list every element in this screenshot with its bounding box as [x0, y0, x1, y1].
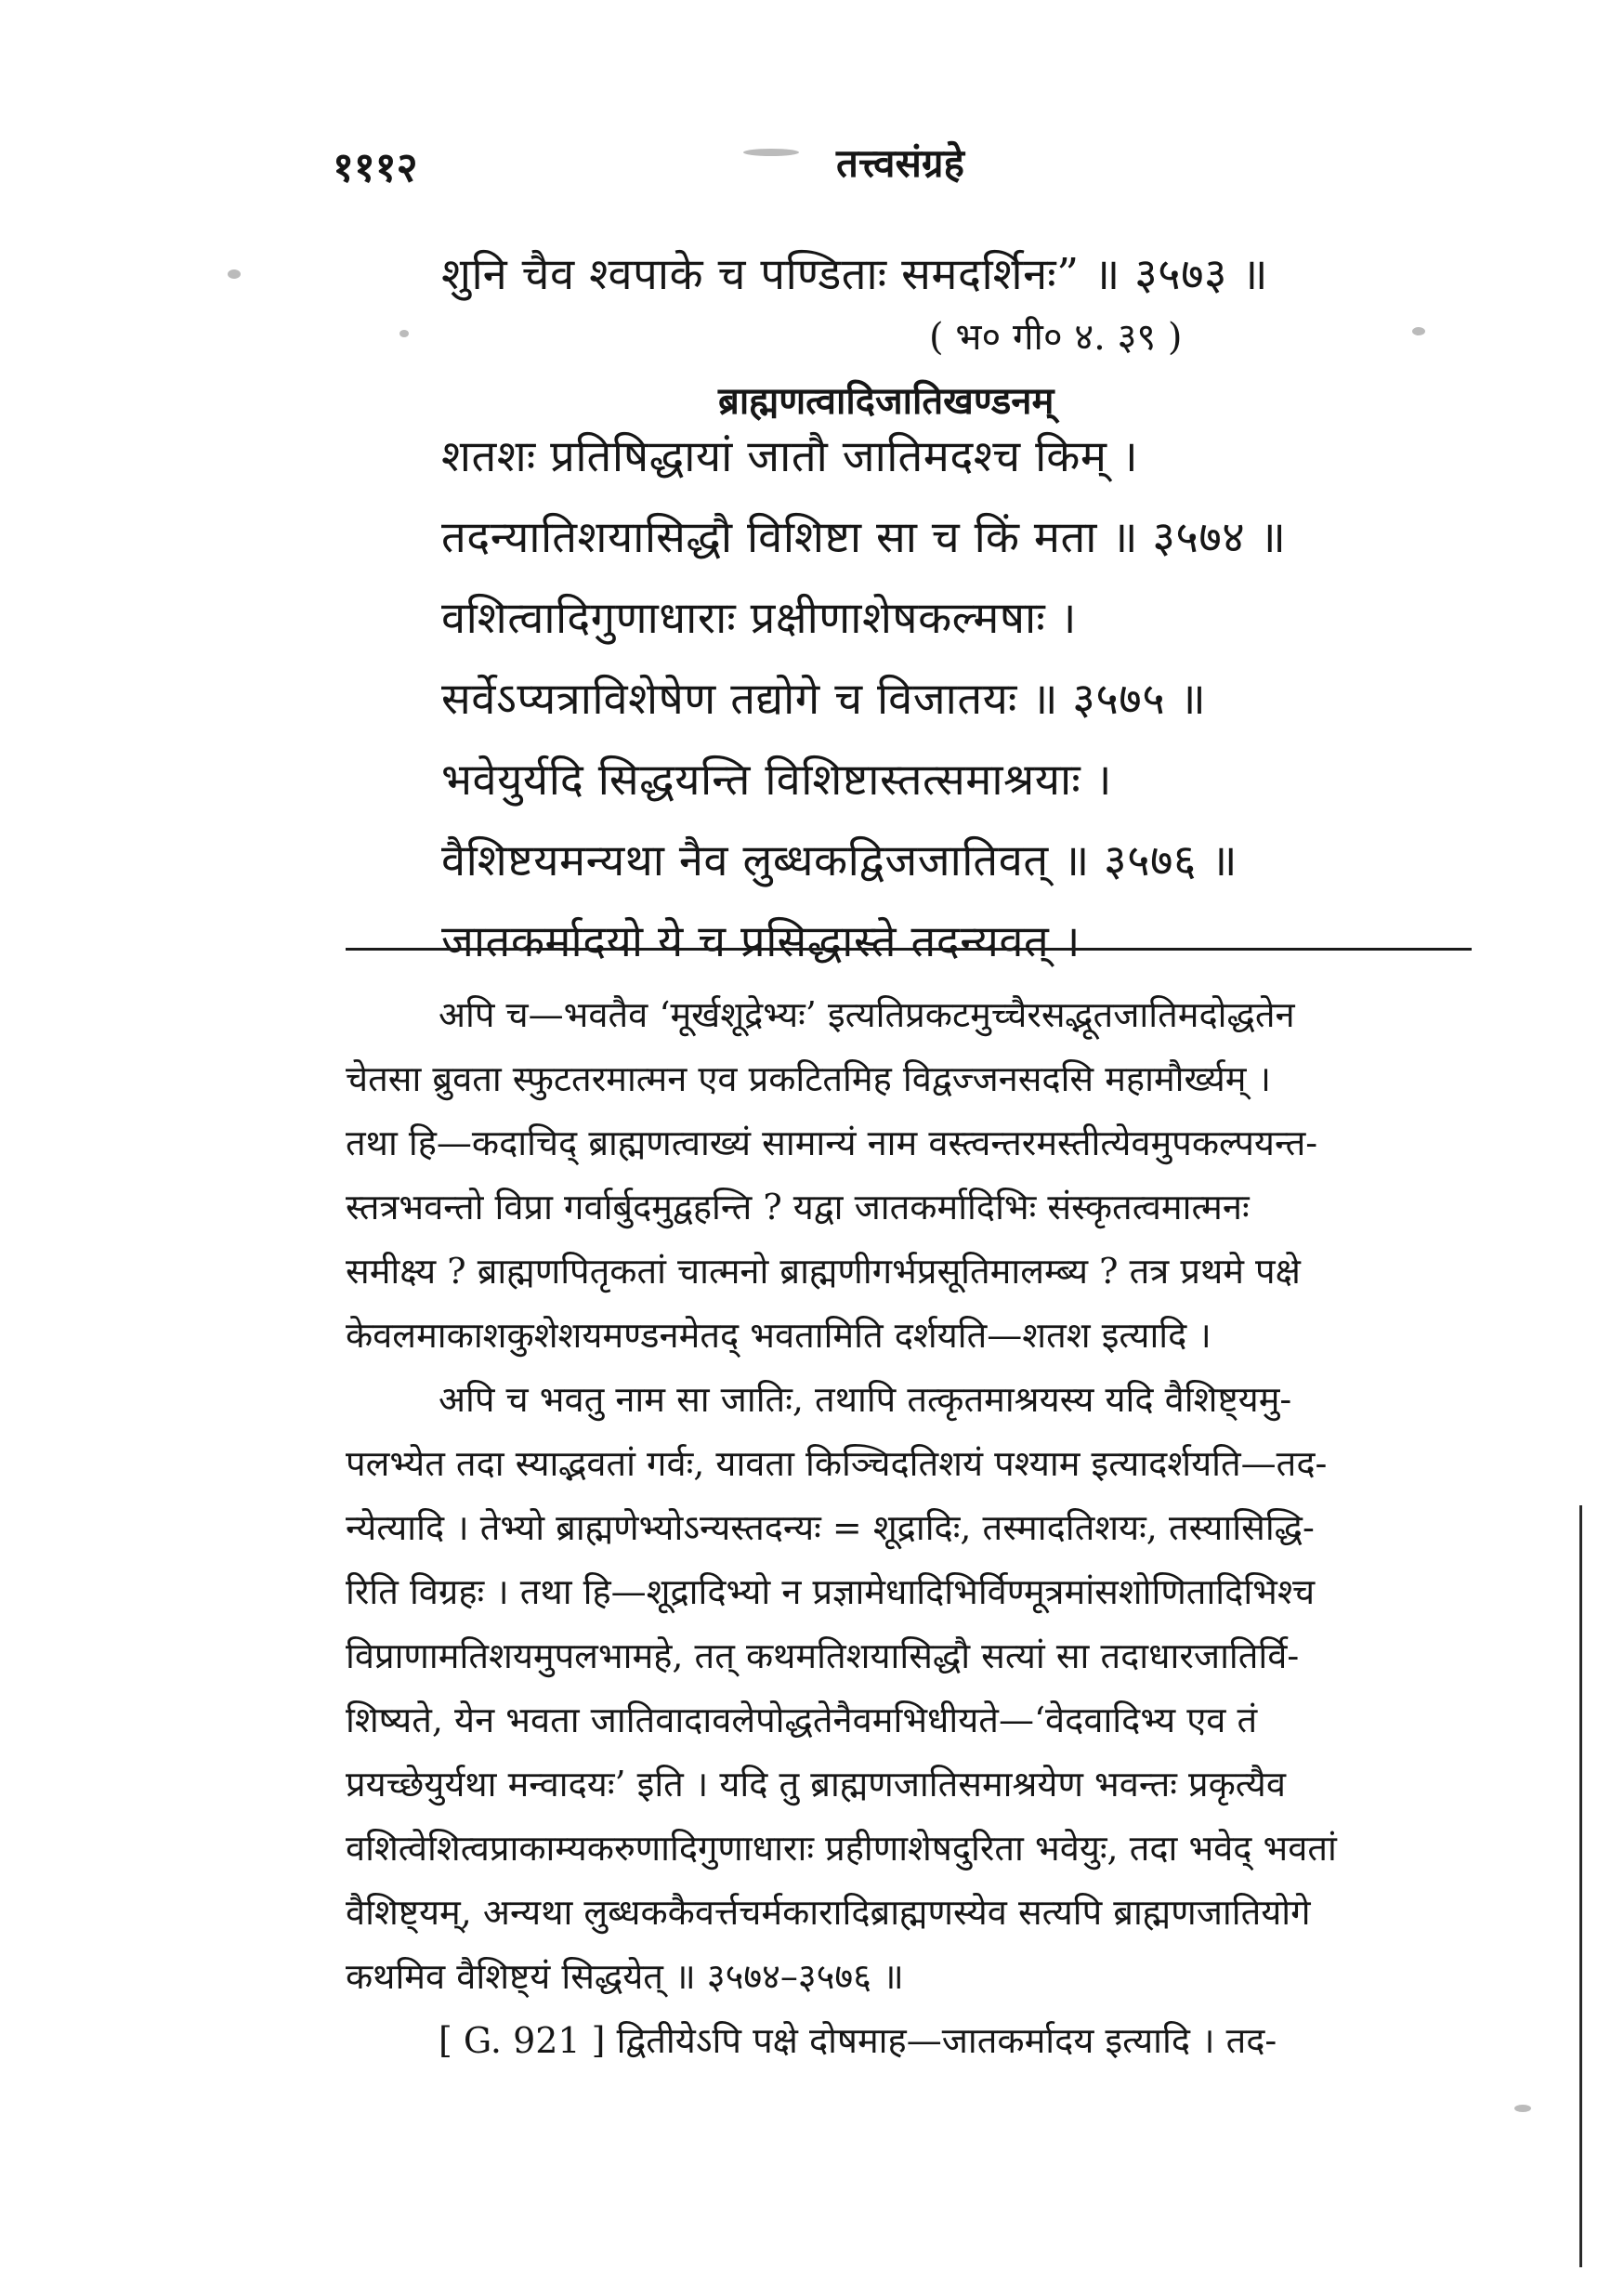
- scan-speck: [228, 269, 241, 279]
- scan-speck: [1412, 327, 1425, 335]
- commentary-line: प्रयच्छेयुर्यथा मन्वादयः’ इति । यदि तु ब्राह्मणजातिसमाश्रयेण भवन्तः प्रकृत्यैव: [346, 1764, 1286, 1805]
- commentary-line: समीक्ष्य ? ब्राह्मणपितृकतां चात्मनो ब्राह्मणीगर्भप्रसूतिमालम्ब्य ? तत्र प्रथमे पक्षे: [346, 1251, 1301, 1292]
- commentary-line: वशित्वेशित्वप्राकाम्यकरुणादिगुणाधाराः प्रहीणाशेषदुरिता भवेयुः, तदा भवेद् भवतां: [346, 1828, 1337, 1869]
- page-number: १११२: [333, 144, 418, 191]
- commentary-line: शिष्यते, येन भवता जातिवादावलेपोद्धतेनैवमभिधीयते—‘वेदवादिभ्य एव तं: [346, 1700, 1258, 1740]
- scan-speck: [1514, 2105, 1531, 2112]
- commentary-line: रिति विग्रहः । तथा हि—शूद्रादिभ्यो न प्रज्ञामेधादिभिर्विण्मूत्रमांसशोणितादिभिश्च: [346, 1571, 1316, 1612]
- commentary-line: विप्राणामतिशयमुपलभामहे, तत् कथमतिशयासिद्धौ सत्यां सा तदाधारजातिर्वि-: [346, 1635, 1300, 1676]
- commentary-line: चेतसा ब्रुवता स्फुटतरमात्मन एव प्रकटितमिह विद्वज्जनसदसि महामौर्ख्यम् ।: [346, 1058, 1271, 1099]
- verse-line: शतशः प्रतिषिद्धायां जातौ जातिमदश्च किम् ।: [441, 430, 1139, 482]
- commentary-line: स्तत्रभवन्तो विप्रा गर्वार्बुदमुद्वहन्ति ? यद्वा जातकर्मादिभिः संस्कृतत्वमात्मनः: [346, 1187, 1250, 1227]
- scan-speck: [743, 149, 799, 156]
- verse-block-top: [441, 234, 1468, 315]
- commentary-block: [346, 983, 1472, 2073]
- verse-line: शुनि चैव श्वपाके च पण्डिताः समदर्शिनः” ॥ ३५७३ ॥: [441, 248, 1269, 300]
- commentary-line: अपि च—भवतैव ‘मूर्खशूद्रेभ्यः’ इत्यतिप्रकटमुच्चैरसद्भूतजातिमदोद्धतेन: [439, 994, 1295, 1035]
- commentary-line: [ G. 921 ] द्वितीयेऽपि पक्षे दोषमाह—जातकर्मादय इत्यादि । तद-: [439, 2020, 1277, 2061]
- verse-block-main: [441, 416, 1468, 982]
- verse-line: वैशिष्टयमन्यथा नैव लुब्धकद्विजजातिवत् ॥ ३५७६ ॥: [441, 834, 1238, 886]
- commentary-line: न्येत्यादि । तेभ्यो ब्राह्मणेभ्योऽन्यस्तदन्यः = शूद्रादिः, तस्मादतिशयः, तस्यासिद्धि-: [346, 1507, 1315, 1548]
- commentary-line: पलभ्येत तदा स्याद्भवतां गर्वः, यावता किञ्चिदतिशयं पश्याम इत्यादर्शयति—तद-: [346, 1443, 1328, 1484]
- commentary-line: केवलमाकाशकुशेशयमण्डनमेतद् भवतामिति दर्शयति—शतश इत्यादि ।: [346, 1315, 1211, 1356]
- commentary-line: वैशिष्ट्यम्, अन्यथा लुब्धककैवर्त्तचर्मकारादिब्राह्मणस्येव सत्यपि ब्राह्मणजातियोगे: [346, 1892, 1311, 1933]
- commentary-line: तथा हि—कदाचिद् ब्राह्मणत्वाख्यं सामान्यं नाम वस्त्वन्तरमस्तीत्येवमुपकल्पयन्त-: [346, 1122, 1318, 1163]
- verse-line: जातकर्मादयो ये च प्रसिद्धास्ते तदन्यवत् ।: [441, 915, 1080, 967]
- verse-line: तदन्यातिशयासिद्धौ विशिष्टा सा च किं मता ॥ ३५७४ ॥: [441, 511, 1287, 563]
- verse-line: सर्वेऽप्यत्राविशेषेण तद्योगे च विजातयः ॥ ३५७५ ॥: [441, 673, 1207, 725]
- verse-line: भवेयुर्यदि सिद्धयन्ति विशिष्टास्तत्समाश्रयाः ।: [441, 754, 1112, 806]
- margin-rule: [1579, 1505, 1582, 2267]
- running-title: तत्त्वसंग्रहे: [836, 140, 964, 186]
- commentary-line: कथमिव वैशिष्ट्यं सिद्धयेत् ॥ ३५७४–३५७६ ॥: [346, 1956, 904, 1997]
- source-reference: ( भ० गी० ४. ३९ ): [929, 316, 1183, 359]
- separator-rule: [346, 948, 1472, 951]
- section-heading: ब्राह्मणत्वादिजातिखण्डनम्: [718, 379, 1054, 423]
- verse-line: वशित्वादिगुणाधाराः प्रक्षीणाशेषकल्मषाः ।: [441, 592, 1077, 644]
- commentary-line: अपि च भवतु नाम सा जातिः, तथापि तत्कृतमाश्रयस्य यदि वैशिष्ट्यमु-: [439, 1379, 1292, 1420]
- scan-speck: [399, 330, 409, 337]
